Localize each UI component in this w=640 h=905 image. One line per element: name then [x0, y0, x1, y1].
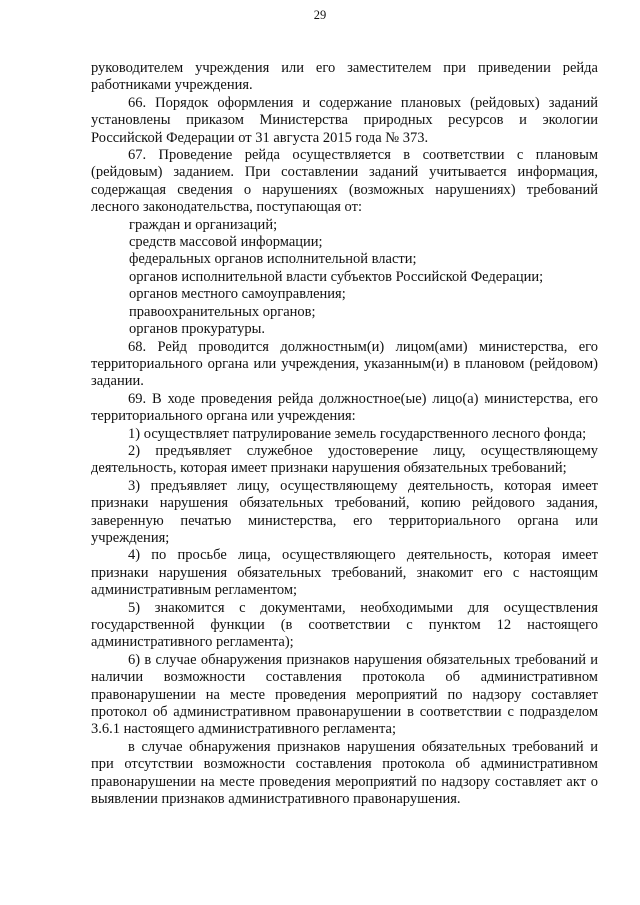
subitem-1: 1) осуществляет патрулирование земель государственного лесного фонда; [128, 425, 587, 442]
list-item: федеральных органов исполнительной власти; [129, 251, 417, 268]
subitem-6: 6) в случае обнаружения признаков нарушения обязательных требований и наличии возможности составления протокола об административном правонарушении на месте проведения мероприятий по надзору составляет протокол об административном правонарушении в соответствии с подразделом 3.6.1 настоящего административного регламента; [91, 651, 598, 738]
subitem-3: 3) предъявляет лицу, осуществляющему деятельность, которая имеет признаки нарушения обязательных требований, копию рейдового задания, заверенную печатью министерства, его территориального органа или учреждения; [91, 477, 598, 546]
list-item: органов исполнительной власти субъектов Российской Федерации; [129, 268, 544, 285]
list-item: граждан и организаций; [129, 216, 278, 233]
list-item: средств массовой информации; [129, 234, 323, 251]
list-item: органов местного самоуправления; [129, 286, 346, 303]
paragraph-69: 69. В ходе проведения рейда должностное(ые) лицо(а) министерства, его территориального органа или учреждения: [91, 390, 598, 425]
subitem-2: 2) предъявляет служебное удостоверение лицу, осуществляющему деятельность, которая имеет признаки нарушения обязательных требований; [91, 442, 598, 477]
document-body [91, 60, 598, 808]
paragraph-continuation: руководителем учреждения или его заместителем при приведении рейда работниками учреждения. [91, 60, 598, 94]
paragraph-66: 66. Порядок оформления и содержание плановых (рейдовых) заданий установлены приказом Министерства природных ресурсов и экологии Российской Федерации от 31 августа 2015 года № 373. [91, 94, 598, 146]
list-item: правоохранительных органов; [129, 303, 316, 320]
subitem-4: 4) по просьбе лица, осуществляющего деятельность, которая имеет признаки нарушения обязательных требований, знакомит его с настоящим административным регламентом; [91, 547, 598, 599]
paragraph-67: 67. Проведение рейда осуществляется в соответствии с плановым (рейдовым) заданием. При составлении заданий учитывается информация, содержащая сведения о нарушениях (возможных нарушениях) требований лесного законодательства, поступающая от: [91, 147, 598, 216]
list-item: органов прокуратуры. [129, 321, 266, 338]
paragraph-act: в случае обнаружения признаков нарушения обязательных требований и при отсутствии возможности составления протокола об административном правонарушении на месте проведения мероприятий по надзору составляет акт о выявлении признаков административного правонарушения. [91, 738, 598, 808]
paragraph-68: 68. Рейд проводится должностным(и) лицом(ами) министерства, его территориального органа или учреждения, указанным(и) в плановом (рейдовом) задании. [91, 338, 598, 390]
page-number: 29 [313, 8, 327, 22]
subitem-5: 5) знакомится с документами, необходимыми для осуществления государственной функции (в соответствии с пунктом 12 настоящего административного регламента); [91, 599, 598, 651]
